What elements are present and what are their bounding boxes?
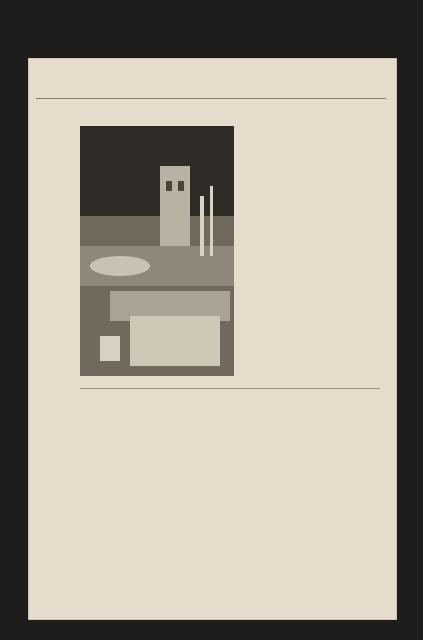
header-rule: [36, 98, 386, 99]
garden-photo: [80, 126, 234, 376]
middle-rule: [80, 388, 380, 389]
scanned-page: [28, 58, 397, 620]
garden-photo-illustration: [80, 126, 234, 376]
